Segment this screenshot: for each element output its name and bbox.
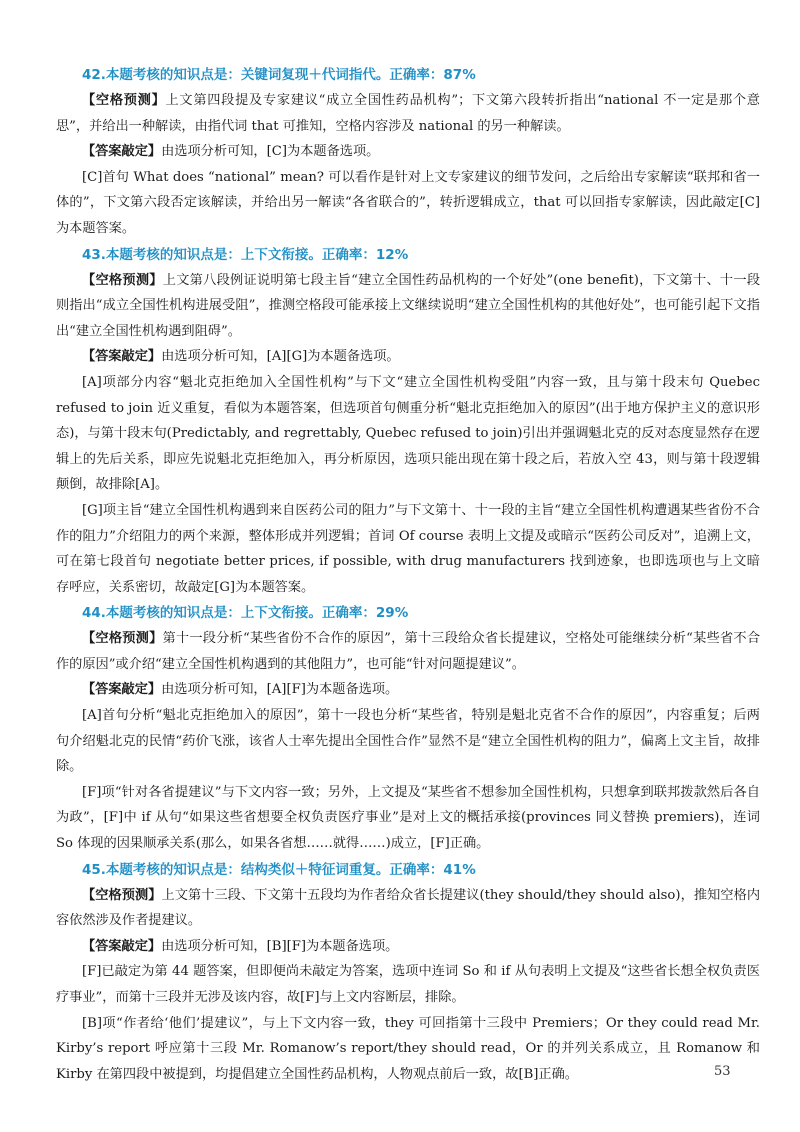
question-section: [56, 62, 760, 242]
paragraph: [56, 268, 760, 345]
paragraph-text: 由选项分析可知，[A][G]为本题备选项。: [161, 349, 400, 365]
paragraph-text: [G]项主旨“建立全国性机构遇到来自医药公司的阻力”与下文第十、十一段的主旨“建立全国性机构遭遇某些省份不合作的阻力”介绍阻力的两个来源，整体形成并列逻辑；首词 Of course 表明上文提及或暗示“医药公司反对”，追溯上文，可在第七段首句 negotiate better prices, if possible, with drug manufacturers 找到迹象，也即选项也与上文暗存呼应，关系密切，故敲定[G]为本题答案。: [56, 502, 760, 595]
paragraph: [56, 626, 760, 677]
paragraph: [56, 498, 760, 600]
paragraph: [56, 703, 760, 780]
paragraph: [56, 344, 760, 370]
paragraph-tag: 【答案敲定】: [82, 349, 162, 365]
paragraph-text: [C]首句 What does “national” mean? 可以看作是针对上文专家建议的细节发问，之后给出专家解读“联邦和省一体的”，下文第六段否定该解读，并给出另一解读“各省联合的”，转折逻辑成立，that 可以回指专家解读，因此敲定[C]为本题答案。: [56, 169, 760, 236]
question-section: [56, 600, 760, 856]
paragraph-text: [F]已敲定为第 44 题答案，但即便尚未敲定为答案，选项中连词 So 和 if 从句表明上文提及“这些省长想全权负责医疗事业”，而第十三段并无涉及该内容，故[F]与上文内容断层，排除。: [56, 964, 760, 1005]
paragraph-text: [F]项“针对各省提建议”与下文内容一致；另外，上文提及“某些省不想参加全国性机构，只想拿到联邦拨款然后各自为政”，[F]中 if 从句“如果这些省想要全权负责医疗事业”是对上文的概括承接(provinces 同义替换 premiers)，连词 So 体现的因果顺承关系(那么，如果各省想……就得……)成立，[F]正确。: [56, 784, 760, 852]
question-section: [56, 857, 760, 1088]
paragraph-tag: 【空格预测】: [82, 93, 166, 108]
page-content: [56, 62, 760, 1087]
paragraph: [56, 959, 760, 1010]
paragraph: [56, 165, 760, 242]
paragraph-text: [A]项部分内容“魁北克拒绝加入全国性机构”与下文“建立全国性机构受阻”内容一致，且与第十段末句 Quebec refused to join 近义重复，看似为本题答案，但选项首句侧重分析“魁北克拒绝加入的原因”(出于地方保护主义的意识形态)，与第十段末句(Predictably, and regrettably, Quebec refused to join)引出并强调魁北克的反对态度显然存在逻辑上的先后关系，即应先说魁北克拒绝加入，再分析原因，选项只能出现在第十段之后，若放入空 43，则与第十段逻辑颠倒，故排除[A]。: [56, 374, 760, 493]
paragraph: [56, 1011, 760, 1088]
paragraph-text: 由选项分析可知，[C]为本题备选项。: [161, 144, 380, 160]
paragraph-text: 第十一段分析“某些省份不合作的原因”，第十三段给众省长提建议，空格处可能继续分析“某些省不合作的原因”或介绍“建立全国性机构遇到的其他阻力”，也可能“针对问题提建议”。: [56, 631, 761, 672]
paragraph-text: [A]首句分析“魁北克拒绝加入的原因”，第十一段也分析“某些省，特别是魁北克省不合作的原因”，内容重复；后两句介绍魁北克的民情“药价飞涨，该省人士率先提出全国性合作”显然不是“建立全国性机构的阻力”，偏离上文主旨，故排除。: [56, 708, 760, 775]
paragraph: [56, 677, 760, 703]
paragraph-text: 上文第十三段、下文第十五段均为作者给众省长提建议(they should/they should also)，推知空格内容依然涉及作者提建议。: [56, 887, 761, 929]
paragraph: [56, 139, 760, 165]
paragraph-text: [B]项“作者给‘他们’提建议”，与上下文内容一致，they 可回指第十三段中 Premiers；Or they could read Mr. Kirby’s report 呼应第十三段 Mr. Romanow’s report/they should read，Or 的并列关系成立，且 Romanow 和 Kirby 在第四段中被提到，均提倡建立全国性药品机构，人物观点前后一致，故[B]正确。: [56, 1015, 760, 1082]
paragraph-text: 上文第四段提及专家建议“成立全国性药品机构”；下文第六段转折指出“national 不一定是那个意思”，并给出一种解读，由指代词 that 可推知，空格内容涉及 national 的另一种解读。: [56, 93, 760, 134]
paragraph-text: 由选项分析可知，[A][F]为本题备选项。: [161, 682, 399, 698]
section-heading: 42.本题考核的知识点是：关键词复现＋代词指代。正确率：87%: [82, 67, 476, 83]
section-heading: 45.本题考核的知识点是：结构类似＋特征词重复。正确率：41%: [82, 861, 476, 878]
paragraph: [56, 780, 760, 857]
section-heading: 44.本题考核的知识点是：上下文衔接。正确率：29%: [82, 605, 409, 622]
page-number: 53: [714, 1064, 731, 1079]
paragraph: [56, 88, 760, 139]
paragraph-tag: 【空格预测】: [82, 272, 163, 288]
paragraph: [56, 370, 760, 498]
question-section: [56, 242, 760, 601]
paragraph-tag: 【空格预测】: [82, 631, 163, 647]
paragraph: [56, 934, 760, 960]
paragraph-tag: 【答案敲定】: [82, 938, 162, 954]
section-heading: 43.本题考核的知识点是：上下文衔接。正确率：12%: [82, 246, 409, 263]
paragraph: [56, 883, 760, 934]
paragraph-tag: 【答案敲定】: [82, 682, 162, 698]
paragraph-text: 由选项分析可知，[B][F]为本题备选项。: [161, 938, 399, 954]
paragraph-text: 上文第八段例证说明第七段主旨“建立全国性药品机构的一个好处”(one benefit)，下文第十、十一段则指出“成立全国性机构进展受阻”，推测空格段可能承接上文继续说明“建立全国性机构的其他好处”，也可能引起下文指出“建立全国性机构遇到阻碍”。: [56, 272, 761, 339]
paragraph-tag: 【答案敲定】: [82, 144, 162, 160]
paragraph-tag: 【空格预测】: [82, 887, 162, 903]
